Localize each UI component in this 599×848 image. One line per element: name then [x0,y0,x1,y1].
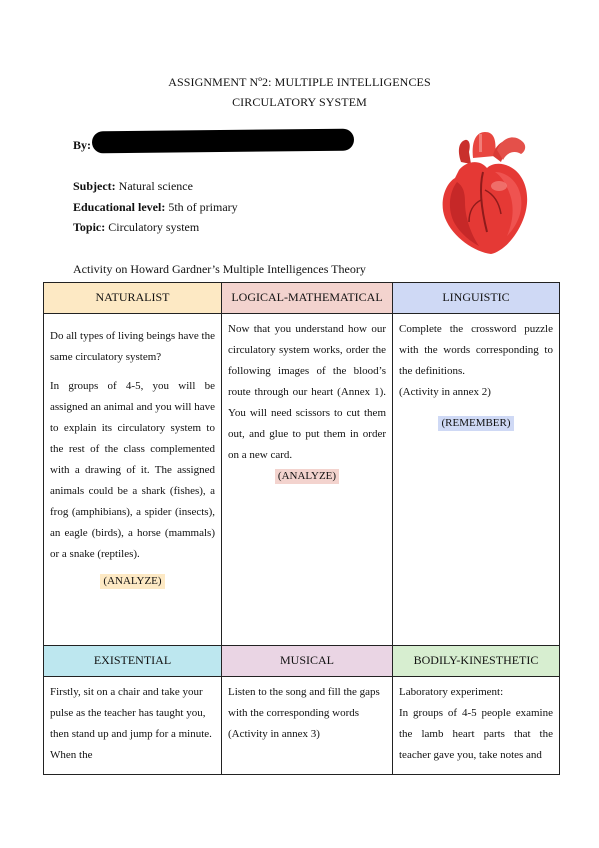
author-line [73,138,91,153]
intelligences-table [43,282,560,775]
heart-icon [435,128,533,256]
topic-label: Topic: [73,220,106,234]
table-row [44,677,560,775]
activity-title: Activity on Howard Gardner’s Multiple Intelligences Theory [73,262,366,276]
topic-line [73,220,199,235]
level-value: 5th of primary [168,200,238,214]
topic-value: Circulatory system [108,220,200,234]
naturalist-cell [44,314,222,646]
assignment-title: ASSIGNMENT Nº2: MULTIPLE INTELLIGENCES [168,75,431,89]
table-row [44,314,560,646]
linguistic-task: Complete the crossword puzzle with the words corresponding to the definitions. [399,323,553,377]
linguistic-bloom-tag: (REMEMBER) [438,416,513,431]
musical-header: MUSICAL [222,646,393,677]
existential-header: EXISTENTIAL [44,646,222,677]
naturalist-question: Do all types of living beings have the same circulatory system? [50,330,215,363]
bodily-task: In groups of 4-5 people examine the lamb heart parts that the teacher gave you, take notes and [399,707,553,761]
musical-cell [222,677,393,775]
existential-cell [44,677,222,775]
logical-mathematical-header: LOGICAL-MATHEMATICAL [222,283,393,314]
redacted-author-name [92,129,354,154]
logical-bloom-tag: (ANALYZE) [275,469,339,484]
subject-line [73,179,193,194]
by-label: By: [73,138,91,152]
bodily-kinesthetic-header: BODILY-KINESTHETIC [393,646,560,677]
musical-task: Listen to the song and fill the gaps with the corresponding words (Activity in annex 3) [228,686,380,740]
level-line [73,200,238,215]
subject-value: Natural science [118,179,193,193]
table-row [44,283,560,314]
linguistic-header: LINGUISTIC [393,283,560,314]
level-label: Educational level: [73,200,166,214]
naturalist-bloom-tag: (ANALYZE) [100,574,164,589]
assignment-subtitle: CIRCULATORY SYSTEM [232,95,367,109]
linguistic-annex-note: (Activity in annex 2) [399,386,491,398]
existential-task: Firstly, sit on a chair and take your pulse as the teacher has taught you, then stand up and jump for a minute. When the [50,686,212,761]
logical-task: Now that you understand how our circulatory system works, order the following images of the blood’s route through our heart (Annex 1). You will need scissors to cut them out, and glue to put them in order on a new card. [228,323,386,461]
linguistic-cell [393,314,560,646]
naturalist-task: In groups of 4-5, you will be assigned an animal and you will have to explain its circulatory system to the rest of the class complemented with a drawing of it. The assigned animals could be a shark (fishes), a frog (amphibians), a spider (insects), an eagle (birds), a horse (mammals) or a snake (reptiles). [50,380,215,560]
logical-mathematical-cell [222,314,393,646]
bodily-kinesthetic-cell [393,677,560,775]
table-row [44,646,560,677]
naturalist-header: NATURALIST [44,283,222,314]
subject-label: Subject: [73,179,116,193]
bodily-experiment-label: Laboratory experiment: [399,686,504,698]
